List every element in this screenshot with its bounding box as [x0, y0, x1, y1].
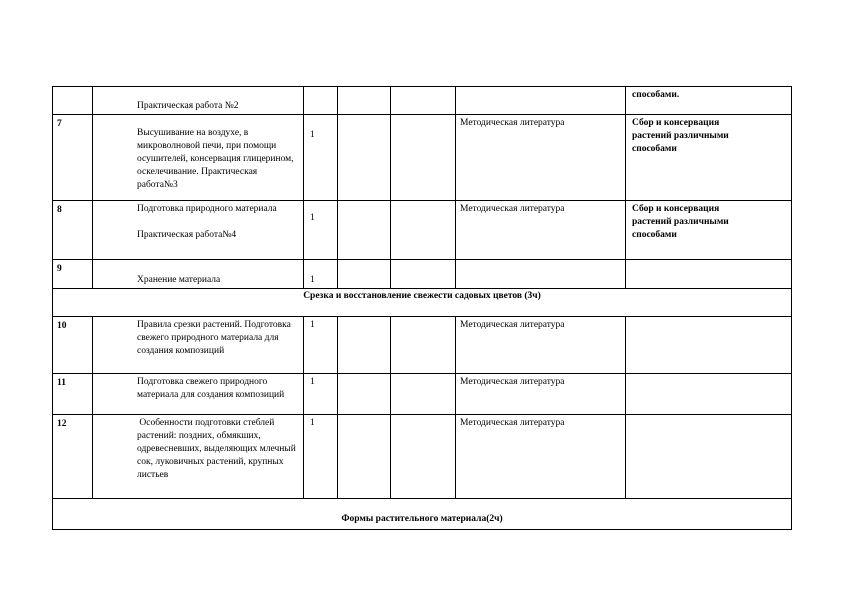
row-number: 9 — [53, 260, 93, 289]
hours-cell: 1 — [304, 201, 338, 260]
section-title: Срезка и восстановление свежести садовых цветов (3ч) — [53, 289, 792, 317]
topic-line: осушителей, консервация глицерином, — [137, 154, 294, 164]
result-line: растений различными — [632, 131, 729, 141]
result-cell — [626, 201, 792, 260]
literature-cell: Методическая литература — [456, 374, 626, 415]
topic-line: свежего природного материала для — [137, 333, 279, 343]
row-number: 8 — [53, 201, 93, 260]
section-title: Формы растительного материала(2ч) — [53, 499, 792, 530]
table-row — [53, 115, 792, 201]
topic-line: листьев — [137, 470, 169, 480]
result-line: Сбор и консервация — [632, 204, 720, 214]
topic-line: Подготовка свежего природного — [137, 377, 268, 387]
topic-cell — [93, 201, 304, 260]
topic-line: Подготовка природного материала — [137, 204, 277, 214]
topic-line: материала для создания композиций — [137, 390, 285, 400]
empty-cell — [391, 415, 456, 499]
result-cell — [626, 317, 792, 374]
row-number: 10 — [53, 317, 93, 374]
hours-cell — [304, 87, 338, 115]
empty-cell — [338, 374, 391, 415]
topic-line: Высушивание на воздухе, в — [137, 128, 249, 138]
topic-line: создания композиций — [137, 346, 225, 356]
result-line: способами. — [632, 90, 680, 100]
topic-line: сок, луковичных растений, крупных — [137, 457, 284, 467]
literature-cell — [456, 87, 626, 115]
topic-line: Хранение материала — [137, 275, 221, 285]
result-line: способами — [632, 230, 677, 240]
result-line: Сбор и консервация — [632, 118, 720, 128]
topic-line: работа№3 — [137, 180, 178, 190]
result-cell — [626, 374, 792, 415]
topic-line: Практическая работа №2 — [137, 101, 239, 111]
empty-cell — [391, 115, 456, 201]
row-number: 7 — [53, 115, 93, 201]
result-cell — [626, 115, 792, 201]
literature-cell: Методическая литература — [456, 201, 626, 260]
empty-cell — [338, 115, 391, 201]
topic-line: Практическая работа№4 — [137, 230, 237, 240]
topic-cell — [93, 317, 304, 374]
literature-cell: Методическая литература — [456, 317, 626, 374]
result-line: способами — [632, 144, 677, 154]
hours-cell: 1 — [304, 115, 338, 201]
empty-cell — [391, 374, 456, 415]
section-row — [53, 289, 792, 317]
literature-cell: Методическая литература — [456, 415, 626, 499]
empty-cell — [338, 87, 391, 115]
result-cell — [626, 87, 792, 115]
empty-cell — [391, 201, 456, 260]
empty-cell — [391, 317, 456, 374]
topic-line: микроволновой печи, при помощи — [137, 141, 277, 151]
topic-cell — [93, 260, 304, 289]
topic-cell — [93, 115, 304, 201]
table-row — [53, 415, 792, 499]
hours-cell: 1 — [304, 317, 338, 374]
topic-line: одревесневших, выделяющих млечный — [137, 444, 296, 454]
row-number — [53, 87, 93, 115]
result-cell — [626, 415, 792, 499]
empty-cell — [338, 415, 391, 499]
table-row — [53, 317, 792, 374]
topic-cell — [93, 374, 304, 415]
empty-cell — [338, 317, 391, 374]
table-row — [53, 374, 792, 415]
result-cell — [626, 260, 792, 289]
topic-cell — [93, 87, 304, 115]
section-row — [53, 499, 792, 530]
hours-cell: 1 — [304, 260, 338, 289]
topic-cell — [93, 415, 304, 499]
topic-line: Правила срезки растений. Подготовка — [137, 320, 291, 330]
result-line: растений различными — [632, 217, 729, 227]
empty-cell — [391, 87, 456, 115]
table-row — [53, 201, 792, 260]
table-row — [53, 87, 792, 115]
hours-cell: 1 — [304, 374, 338, 415]
lesson-plan-table — [52, 86, 792, 530]
empty-cell — [391, 260, 456, 289]
literature-cell: Методическая литература — [456, 115, 626, 201]
row-number: 12 — [53, 415, 93, 499]
hours-cell: 1 — [304, 415, 338, 499]
topic-line: Особенности подготовки стеблей — [137, 418, 275, 428]
topic-line: оскелечивание. Практическая — [137, 167, 258, 177]
topic-line: растений: поздних, обмякших, — [137, 431, 261, 441]
empty-cell — [338, 201, 391, 260]
empty-cell — [338, 260, 391, 289]
table-row — [53, 260, 792, 289]
topic-spacer — [137, 216, 299, 229]
literature-cell — [456, 260, 626, 289]
row-number: 11 — [53, 374, 93, 415]
